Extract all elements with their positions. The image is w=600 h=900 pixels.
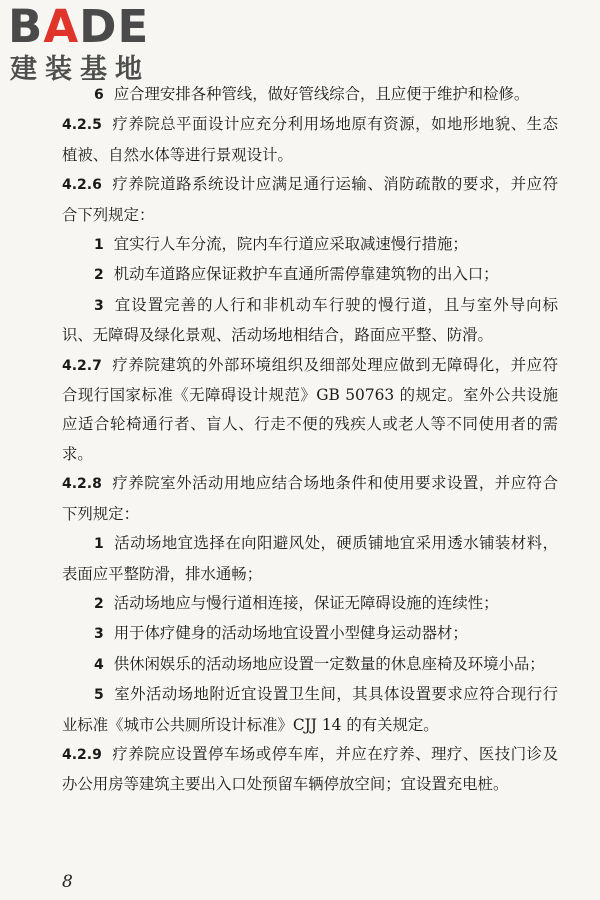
list-item — [62, 589, 558, 619]
page-number: 8 — [62, 872, 73, 892]
list-item — [62, 650, 558, 680]
list-item — [62, 291, 558, 351]
list-item — [62, 230, 558, 260]
document-body — [62, 80, 558, 800]
item-number: 3 — [94, 297, 104, 314]
logo-wordmark: BADE — [8, 0, 150, 53]
clause-text: 疗养院室外活动用地应结合场地条件和使用要求设置，并应符合下列规定： — [62, 474, 558, 523]
item-text: 室外活动场地附近宜设置卫生间，其具体设置要求应符合现行行业标准《城市公共厕所设计标准》CJJ 14 的有关规定。 — [62, 685, 558, 734]
item-number: 4 — [94, 656, 104, 673]
item-text: 宜设置完善的人行和非机动车行驶的慢行道，且与室外导向标识、无障碍及绿化景观、活动场地相结合，路面应平整、防滑。 — [62, 295, 558, 345]
clause-text: 疗养院总平面设计应充分利用场地原有资源，如地形地貌、生态植被、自然水体等进行景观设计。 — [62, 115, 558, 164]
clause-text: 疗养院建筑的外部环境组织及细部处理应做到无障碍化，并应符合现行国家标准《无障碍设计规范》GB 50763 的规定。室外公共设施应适合轮椅通行者、盲人、行走不便的残疾人或老人等不同使用者的需求。 — [62, 355, 558, 463]
clause-number: 4.2.7 — [62, 357, 102, 374]
item-number: 6 — [94, 87, 104, 103]
clause-text: 疗养院道路系统设计应满足通行运输、消防疏散的要求，并应符合下列规定： — [62, 175, 558, 224]
item-text: 用于体疗健身的活动场地宜设置小型健身运动器材； — [113, 624, 468, 643]
item-number: 5 — [94, 687, 104, 704]
clause-number: 4.2.8 — [62, 476, 102, 493]
clause-paragraph — [62, 110, 558, 170]
clause-paragraph — [62, 740, 558, 800]
clause-paragraph — [62, 469, 558, 529]
list-item — [62, 619, 558, 649]
item-number: 2 — [94, 595, 104, 612]
clause-number: 4.2.9 — [62, 746, 102, 763]
clause-number: 4.2.5 — [62, 117, 102, 134]
item-text: 宜实行人车分流，院内车行道应采取减速慢行措施； — [113, 235, 468, 254]
clause-text: 疗养院应设置停车场或停车库，并应在疗养、理疗、医技门诊及办公用房等建筑主要出入口处预留车辆停放空间；宜设置充电桩。 — [62, 744, 558, 794]
list-item — [62, 260, 558, 290]
clause-paragraph — [62, 170, 558, 230]
item-number: 1 — [94, 536, 104, 553]
item-text: 机动车道路应保证救护车直通所需停靠建筑物的出入口； — [113, 265, 499, 284]
item-number: 2 — [94, 267, 104, 284]
clause-paragraph — [62, 351, 558, 470]
logo-subtitle: 建装基地 — [10, 54, 150, 85]
item-text: 应合理安排各种管线，做好管线综合，且应便于维护和检修。 — [113, 85, 530, 103]
clause-number: 4.2.6 — [62, 177, 102, 194]
list-item — [62, 680, 558, 740]
list-item — [62, 529, 558, 589]
brand-logo — [6, 2, 176, 84]
item-text: 活动场地宜选择在向阳避风处，硬质铺地宜采用透水铺装材料，表面应平整防滑，排水通畅； — [62, 534, 558, 583]
item-number: 1 — [94, 237, 104, 254]
item-number: 3 — [94, 626, 104, 643]
logo-accent-letter: A — [43, 0, 80, 53]
item-text: 供休闲娱乐的活动场地应设置一定数量的休息座椅及环境小品； — [113, 654, 545, 673]
item-text: 活动场地应与慢行道相连接，保证无障碍设施的连续性； — [113, 593, 499, 612]
